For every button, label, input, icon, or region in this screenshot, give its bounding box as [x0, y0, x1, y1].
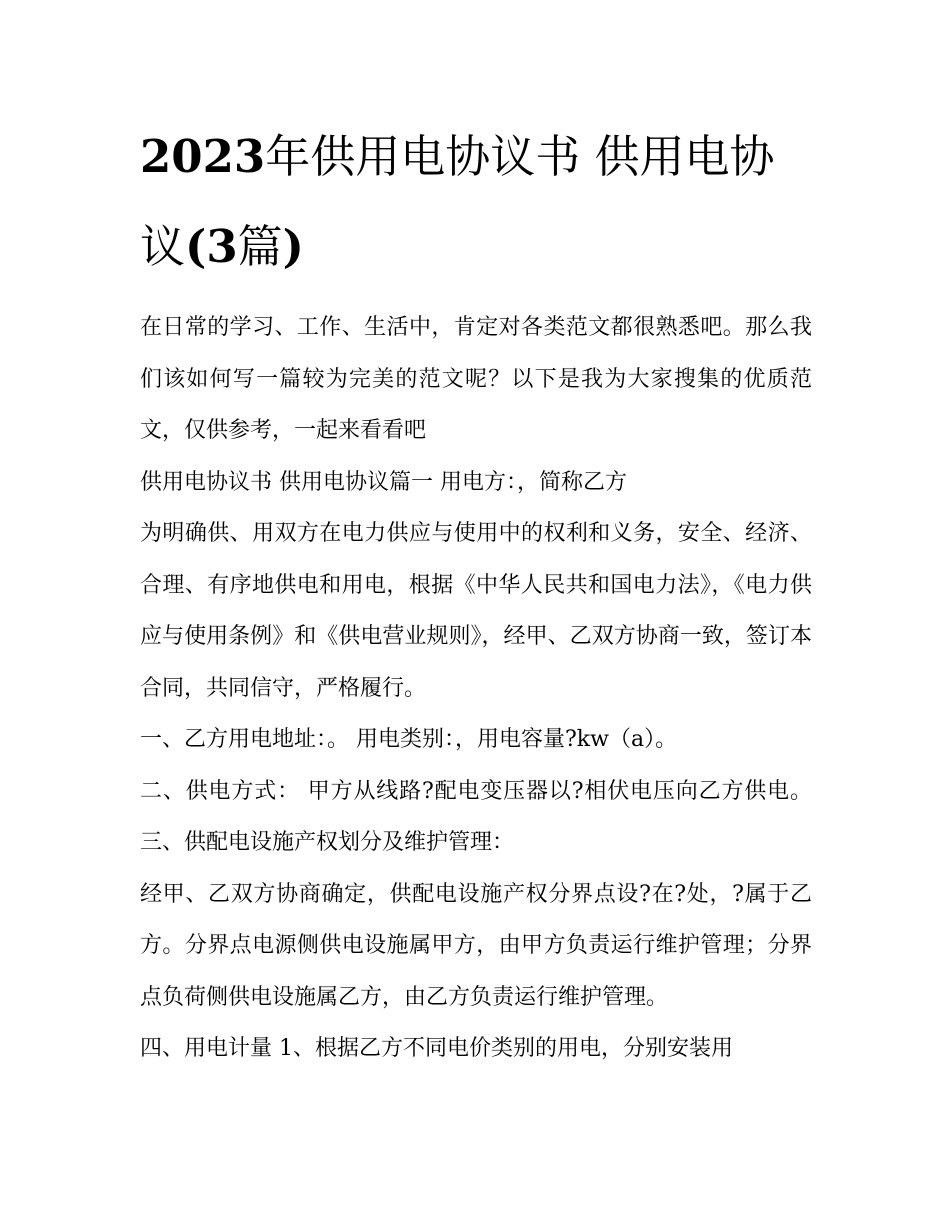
paragraph-clause-3: 经甲、乙双方协商确定，供配电设施产权分界点设?在?处，?属于乙方。分界点电源侧供电设施属甲方，由甲方负责运行维护管理；分界点负荷侧供电设施属乙方，由乙方负责运行维护管理。 — [140, 881, 812, 1010]
paragraph-intro: 在日常的学习、工作、生活中，肯定对各类范文都很熟悉吧。那么我们该如何写一篇较为完美的范文呢？以下是我为大家搜集的优质范文，仅供参考，一起来看看吧 — [140, 315, 812, 443]
paragraph-heading: 供用电协议书 供用电协议篇一 用电方：，简称乙方 — [140, 469, 627, 495]
paragraph-clause-4: 四、用电计量 1、根据乙方不同电价类别的用电，分别安装用 — [140, 1036, 733, 1061]
document-title: 2023年供用电协议书 供用电协议(3篇) — [140, 130, 775, 273]
document-body — [140, 302, 812, 1075]
paragraph-purpose: 为明确供、用双方在电力供应与使用中的权利和义务，安全、经济、合理、有序地供电和用电，根据《中华人民共和国电力法》，《电力供应与使用条例》和《供电营业规则》，经甲、乙双方协商一致，签订本合同，共同信守，严格履行。 — [140, 521, 812, 701]
paragraph-clause-2: 二、供电方式： 甲方从线路?配电变压器以?相伏电压向乙方供电。 三、供配电设施产权划分及维护管理： — [140, 778, 812, 855]
document-page — [140, 112, 812, 1075]
paragraph-clause-1: 一、乙方用电地址：。 用电类别：，用电容量?kw（a）。 — [140, 727, 678, 752]
